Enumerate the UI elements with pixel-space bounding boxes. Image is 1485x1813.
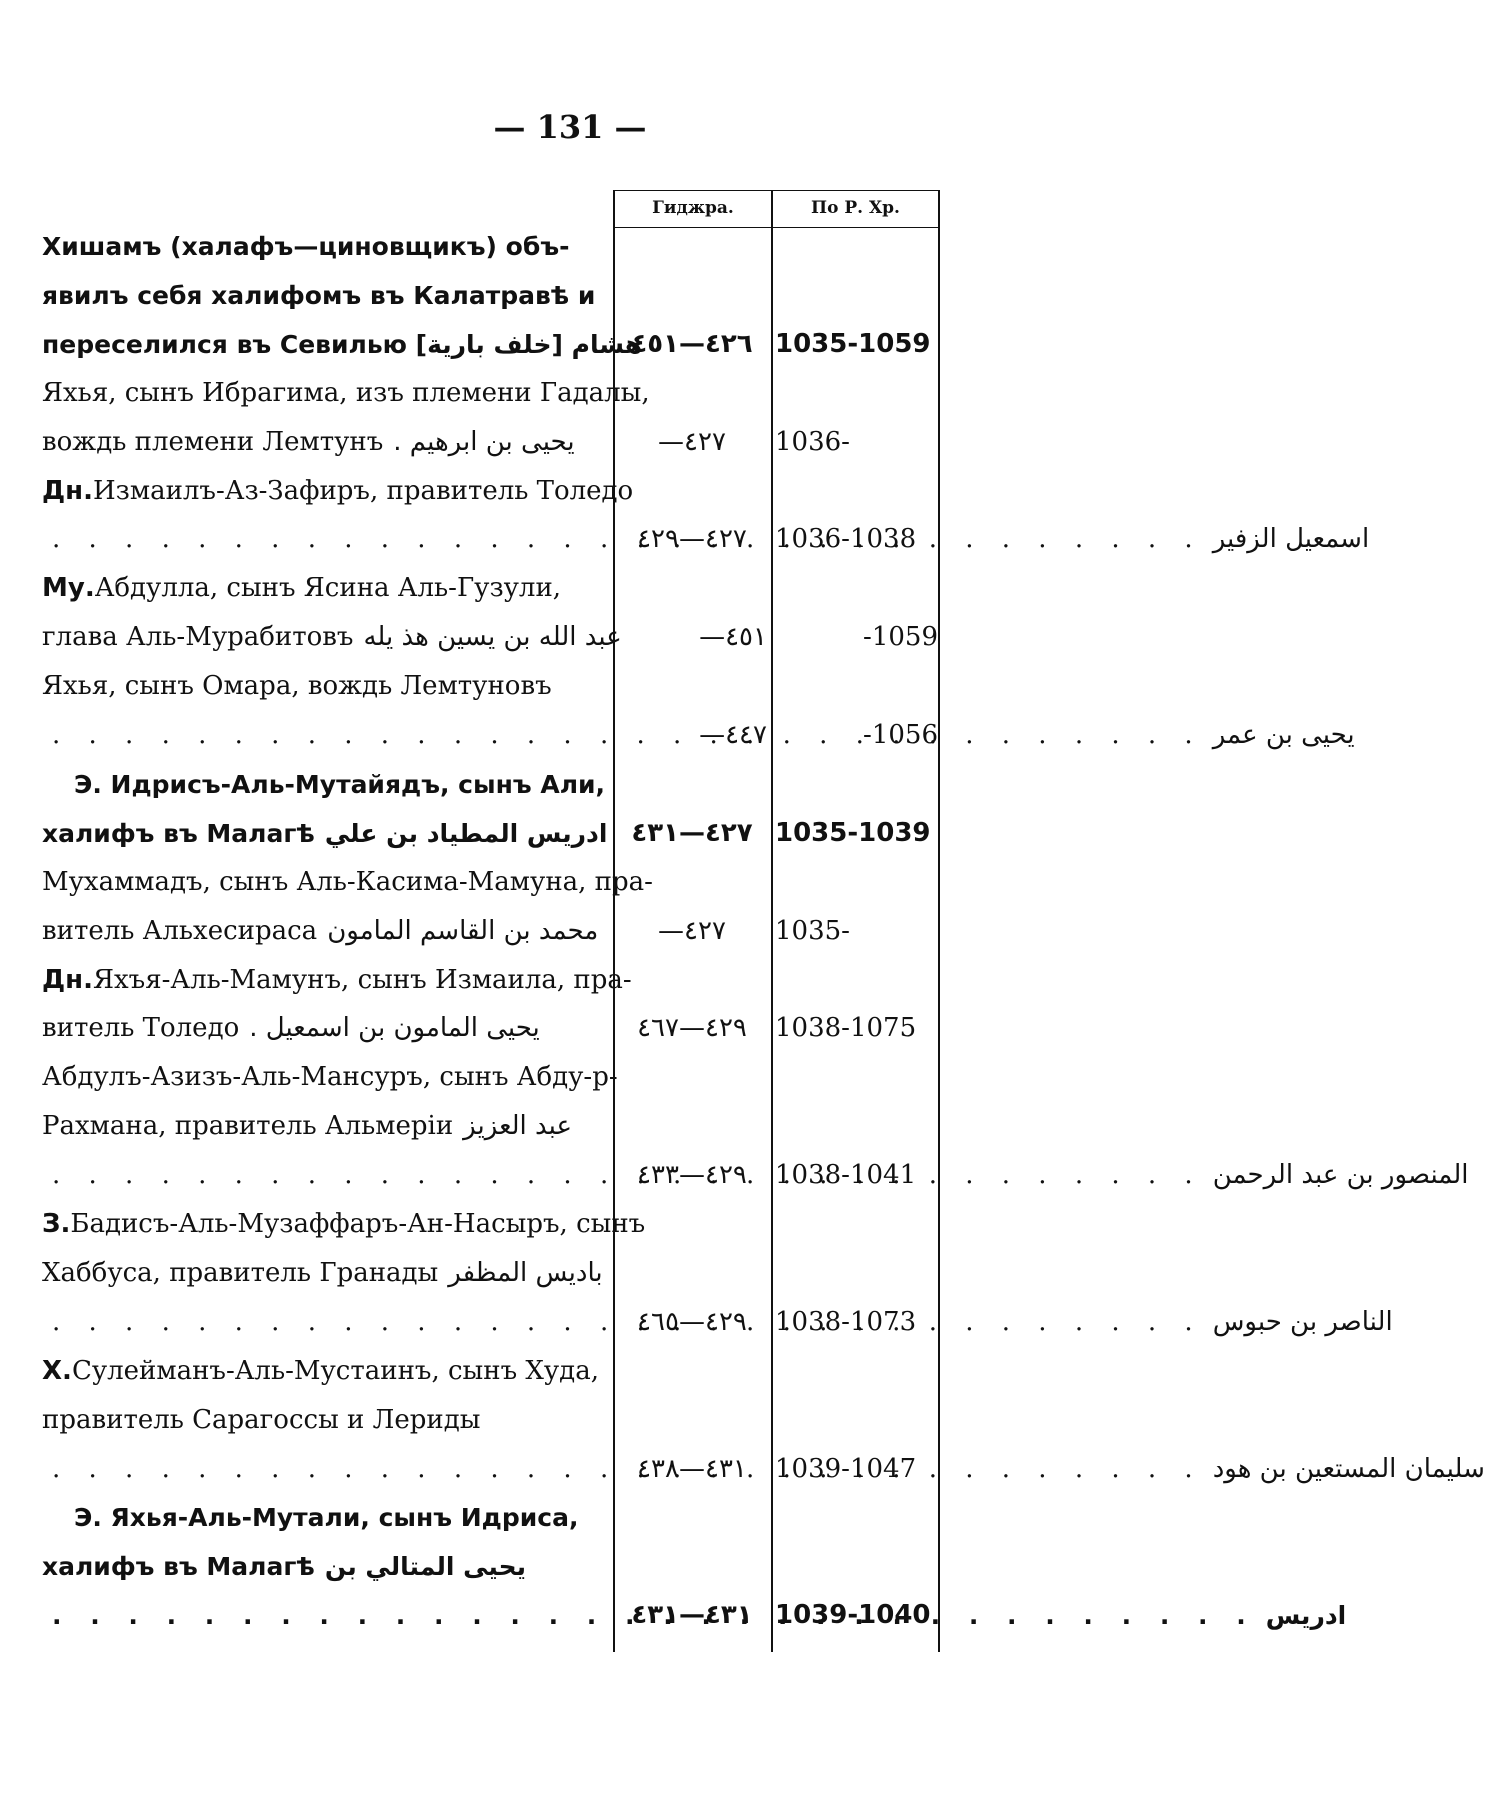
line-text: халифъ въ Малагѣ (42, 818, 315, 848)
text-line (42, 1396, 607, 1444)
arabic-name: يحيى المامون بن اسمعيل . (249, 1013, 540, 1043)
text-line (42, 1102, 607, 1150)
hijra-date-range: ٤٢٩—٤٦٥ (637, 1307, 747, 1337)
arabic-name: عبد الله بن يسين هذ يله (363, 622, 622, 652)
arabic-name: عبد العزيز (463, 1111, 573, 1141)
text-line (42, 1053, 618, 1101)
christian-date-range: -1056 (863, 720, 938, 750)
christian-date-range: 1036- (775, 427, 850, 457)
hijra-date-range: ٤٣١—٤٣٨ (637, 1454, 747, 1484)
line-text: Э. Яхья-Аль-Мутали, сынъ Идриса, (74, 1502, 579, 1532)
line-text: Хаббуса, правитель Гранады (42, 1258, 439, 1288)
text-line (42, 662, 607, 710)
text-line (42, 320, 643, 368)
christian-date-range: 1038-1041 (775, 1160, 917, 1190)
hijra-date-range: ٤٢٧—٤٣١ (631, 818, 753, 848)
christian-date-range: 1038-1075 (775, 1013, 917, 1043)
christian-date-range: 1035-1059 (775, 329, 931, 359)
christian-date-range: 1039-1047 (775, 1454, 917, 1484)
christian-date-range: -1059 (863, 622, 938, 652)
line-text: переселился въ Севилью [خلف بارية] هشام (42, 329, 643, 359)
hijra-date-range: ٤٢٧— (658, 427, 726, 457)
line-text: Яхъя-Аль-Мамунъ, сынъ Измаила, пра- (93, 965, 632, 995)
dynasty-abbreviation: Му. (42, 573, 95, 603)
hijra-date-range: —٤٤٧ (699, 720, 767, 750)
table-vertical-rule-right (938, 190, 940, 1652)
arabic-name: المنصور بن عبد الرحمن (1212, 1160, 1469, 1190)
table-vertical-rule-left (613, 190, 615, 1652)
hijra-date-range: ٤٢٦—٤٥١ (631, 329, 753, 359)
arabic-name: ادريس المطياد بن علي (324, 818, 608, 848)
line-text: Абдулла, сынъ Ясина Аль-Гузули, (94, 573, 562, 603)
text-line (42, 1249, 607, 1297)
text-line (42, 467, 634, 515)
christian-date-range: 1035-1039 (775, 818, 931, 848)
column-header-hijra: Гиджра. (652, 198, 734, 218)
line-text: халифъ въ Малагѣ (42, 1551, 315, 1581)
hijra-date-range: ٤٣١—٤٣١ (631, 1600, 753, 1630)
line-text: витель Толедо (42, 1013, 240, 1043)
arabic-name: الناصر بن حبوس (1212, 1307, 1393, 1337)
text-line (42, 271, 607, 319)
text-line (42, 907, 607, 955)
text-line (42, 613, 622, 661)
arabic-name: سليمان المستعين بن هود (1212, 1454, 1485, 1484)
text-line (42, 956, 632, 1004)
text-line (42, 369, 650, 417)
hijra-date-range: ٤٢٩—٤٦٧ (637, 1013, 747, 1043)
line-text: Абдулъ-Азизъ-Аль-Мансуръ, сынъ Абду-р- (42, 1062, 618, 1092)
line-text: вождь племени Лемтунъ (42, 427, 384, 457)
line-text: Рахмана, правитель Альмеріи (42, 1111, 454, 1141)
arabic-name: باديس المظفر (448, 1258, 603, 1288)
line-text: правитель Сарагоссы и Лериды (42, 1405, 481, 1435)
line-text: Яхья, сынъ Омара, вождь Лемтуновъ (42, 671, 552, 701)
line-text: явилъ себя халифомъ въ Калатравѣ и (42, 280, 596, 310)
hijra-date-range: ٤٢٩—٤٣٣ (637, 1160, 747, 1190)
christian-date-range: 1035- (775, 916, 850, 946)
line-text: Бадисъ-Аль-Музаффаръ-Ан-Насыръ, сынъ (70, 1209, 646, 1239)
text-line (42, 809, 607, 857)
arabic-name: يحيى بن ابرهيم . (393, 427, 575, 457)
hijra-date-range: ٤٢٧— (658, 916, 726, 946)
arabic-name: اسمعيل الزفير (1212, 524, 1370, 554)
line-text: Яхья, сынъ Ибрагима, изъ племени Гадалы, (42, 378, 650, 408)
hijra-date-range: —٤٥١ (699, 622, 767, 652)
arabic-name: ادريس (1265, 1600, 1347, 1630)
line-text: глава Аль-Мурабитовъ (42, 622, 354, 652)
page-number: — 131 — (493, 108, 647, 146)
christian-date-range: 1036-1038 (775, 524, 917, 554)
table-vertical-rule-middle (771, 190, 773, 1652)
text-line (42, 858, 653, 906)
line-text: Мухаммадъ, сынъ Аль-Касима-Мамуна, пра- (42, 867, 653, 897)
christian-date-range: 1038-1073 (775, 1307, 917, 1337)
dynasty-abbreviation: Х. (42, 1356, 72, 1386)
hijra-date-range: ٤٢٧—٤٢٩ (637, 524, 747, 554)
text-line (74, 760, 607, 808)
text-line (42, 222, 607, 270)
text-line (42, 418, 607, 466)
text-line (42, 564, 607, 612)
text-line (74, 1493, 607, 1541)
dynasty-abbreviation: Дн. (42, 965, 93, 995)
line-text: Хишамъ (халафъ—циновщикъ) объ- (42, 231, 570, 261)
column-header-christian-era: По Р. Хр. (811, 198, 900, 218)
line-text: Э. Идрисъ-Аль-Мутайядъ, сынъ Али, (74, 769, 606, 799)
text-line (42, 1004, 607, 1052)
text-line (42, 1542, 607, 1590)
christian-date-range: 1039-1040 (775, 1600, 931, 1630)
text-line (42, 1347, 607, 1395)
dynasty-abbreviation: З. (42, 1209, 71, 1239)
table-header-rule-top (613, 190, 940, 191)
arabic-name: يحيى المتالي بن (324, 1551, 527, 1581)
line-text: Сулейманъ-Аль-Мустаинъ, сынъ Худа, (71, 1356, 599, 1386)
table-header-rule-bottom (613, 227, 940, 228)
arabic-name: محمد بن القاسم المامون (327, 916, 599, 946)
line-text: витель Альхесираса (42, 916, 318, 946)
line-text: Измаилъ-Аз-Зафиръ, правитель Толедо (93, 476, 634, 506)
text-line (42, 1200, 646, 1248)
arabic-name: يحيى بن عمر (1212, 720, 1355, 750)
dynasty-abbreviation: Дн. (42, 476, 93, 506)
